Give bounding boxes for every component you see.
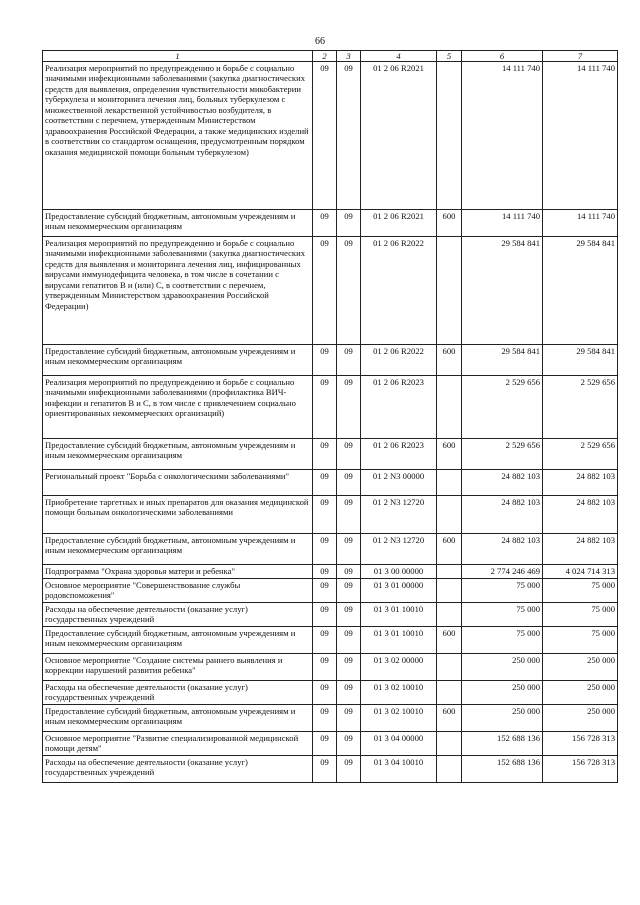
row-csr-cell: 01 3 04 00000 — [361, 731, 437, 755]
row-vr-cell — [437, 470, 462, 496]
row-csr-cell: 01 3 01 10010 — [361, 626, 437, 653]
header-col-6: 6 — [462, 51, 543, 62]
row-rz-cell: 09 — [313, 376, 337, 439]
row-sum-2021-cell: 2 529 656 — [543, 376, 618, 439]
budget-table — [42, 50, 618, 783]
table-row — [43, 704, 618, 731]
page-number: 66 — [315, 36, 325, 47]
row-name-cell: Расходы на обеспечение деятельности (оказание услуг) государственных учреждений — [43, 602, 313, 626]
row-rz-cell: 09 — [313, 496, 337, 534]
row-prz-cell: 09 — [337, 653, 361, 680]
header-col-1: 1 — [43, 51, 313, 62]
row-vr-cell — [437, 755, 462, 782]
row-vr-cell — [437, 602, 462, 626]
row-rz-cell: 09 — [313, 470, 337, 496]
row-sum-2020-cell: 29 584 841 — [462, 345, 543, 376]
row-name-cell: Региональный проект "Борьба с онкологическими заболеваниями" — [43, 470, 313, 496]
row-sum-2021-cell: 29 584 841 — [543, 345, 618, 376]
row-csr-cell: 01 3 02 10010 — [361, 704, 437, 731]
header-col-5: 5 — [437, 51, 462, 62]
table-row — [43, 237, 618, 345]
row-vr-cell — [437, 579, 462, 603]
row-sum-2020-cell: 152 688 136 — [462, 731, 543, 755]
row-csr-cell: 01 2 06 R2023 — [361, 439, 437, 470]
row-prz-cell: 09 — [337, 376, 361, 439]
row-csr-cell: 01 3 00 00000 — [361, 565, 437, 579]
row-sum-2021-cell: 75 000 — [543, 626, 618, 653]
table-row — [43, 565, 618, 579]
row-sum-2020-cell: 75 000 — [462, 602, 543, 626]
row-sum-2020-cell: 24 882 103 — [462, 496, 543, 534]
row-vr-cell: 600 — [437, 626, 462, 653]
table-row — [43, 439, 618, 470]
row-sum-2020-cell: 250 000 — [462, 653, 543, 680]
table-row — [43, 345, 618, 376]
row-prz-cell: 09 — [337, 470, 361, 496]
row-csr-cell: 01 2 06 R2023 — [361, 376, 437, 439]
row-prz-cell: 09 — [337, 731, 361, 755]
row-name-cell: Предоставление субсидий бюджетным, автономным учреждениям и иным некоммерческим организациям — [43, 534, 313, 565]
row-sum-2021-cell: 156 728 313 — [543, 755, 618, 782]
row-sum-2021-cell: 29 584 841 — [543, 237, 618, 345]
row-csr-cell: 01 2 N3 12720 — [361, 534, 437, 565]
row-name-cell: Реализация мероприятий по предупреждению и борьбе с социально значимыми инфекционными заболеваниями (профилактика ВИЧ-инфекции и гепатитов В и С, в том числе с привлечением социально ориентированных некоммерческих организаций) — [43, 376, 313, 439]
row-rz-cell: 09 — [313, 565, 337, 579]
row-vr-cell: 600 — [437, 534, 462, 565]
table-row — [43, 626, 618, 653]
row-name-cell: Расходы на обеспечение деятельности (оказание услуг) государственных учреждений — [43, 755, 313, 782]
row-sum-2021-cell: 156 728 313 — [543, 731, 618, 755]
row-vr-cell: 600 — [437, 439, 462, 470]
row-sum-2021-cell: 14 111 740 — [543, 62, 618, 210]
row-name-cell: Предоставление субсидий бюджетным, автономным учреждениям и иным некоммерческим организациям — [43, 439, 313, 470]
row-prz-cell: 09 — [337, 534, 361, 565]
row-rz-cell: 09 — [313, 704, 337, 731]
table-row — [43, 755, 618, 782]
row-vr-cell — [437, 653, 462, 680]
table-header — [43, 51, 618, 62]
row-name-cell: Приобретение таргетных и иных препаратов для оказания медицинской помощи больным онкологическими заболеваниями — [43, 496, 313, 534]
row-csr-cell: 01 3 01 10010 — [361, 602, 437, 626]
row-rz-cell: 09 — [313, 680, 337, 704]
row-sum-2021-cell: 2 529 656 — [543, 439, 618, 470]
row-prz-cell: 09 — [337, 602, 361, 626]
row-sum-2020-cell: 24 882 103 — [462, 470, 543, 496]
row-name-cell: Основное мероприятие "Совершенствование службы родовспоможения" — [43, 579, 313, 603]
row-csr-cell: 01 3 02 00000 — [361, 653, 437, 680]
header-col-7: 7 — [543, 51, 618, 62]
row-sum-2021-cell: 75 000 — [543, 602, 618, 626]
header-row — [43, 51, 618, 62]
row-rz-cell: 09 — [313, 579, 337, 603]
header-col-3: 3 — [337, 51, 361, 62]
table-row — [43, 210, 618, 237]
row-rz-cell: 09 — [313, 602, 337, 626]
table-row — [43, 470, 618, 496]
row-sum-2020-cell: 29 584 841 — [462, 237, 543, 345]
table-row — [43, 680, 618, 704]
table-row — [43, 579, 618, 603]
row-vr-cell: 600 — [437, 345, 462, 376]
row-prz-cell: 09 — [337, 210, 361, 237]
row-vr-cell — [437, 680, 462, 704]
row-rz-cell: 09 — [313, 626, 337, 653]
table-row — [43, 602, 618, 626]
row-rz-cell: 09 — [313, 755, 337, 782]
row-rz-cell: 09 — [313, 731, 337, 755]
row-name-cell: Предоставление субсидий бюджетным, автономным учреждениям и иным некоммерческим организациям — [43, 704, 313, 731]
table-row — [43, 653, 618, 680]
row-sum-2020-cell: 75 000 — [462, 579, 543, 603]
row-sum-2020-cell: 2 529 656 — [462, 439, 543, 470]
row-name-cell: Подпрограмма "Охрана здоровья матери и ребенка" — [43, 565, 313, 579]
row-sum-2021-cell: 4 024 714 313 — [543, 565, 618, 579]
row-prz-cell: 09 — [337, 704, 361, 731]
row-vr-cell — [437, 62, 462, 210]
table-row — [43, 731, 618, 755]
row-name-cell: Предоставление субсидий бюджетным, автономным учреждениям и иным некоммерческим организациям — [43, 210, 313, 237]
row-csr-cell: 01 3 04 10010 — [361, 755, 437, 782]
row-sum-2021-cell: 24 882 103 — [543, 496, 618, 534]
row-vr-cell — [437, 565, 462, 579]
row-prz-cell: 09 — [337, 579, 361, 603]
row-vr-cell — [437, 731, 462, 755]
row-sum-2020-cell: 75 000 — [462, 626, 543, 653]
row-sum-2021-cell: 24 882 103 — [543, 470, 618, 496]
table-row — [43, 534, 618, 565]
row-csr-cell: 01 3 01 00000 — [361, 579, 437, 603]
row-csr-cell: 01 2 N3 12720 — [361, 496, 437, 534]
table-row — [43, 376, 618, 439]
row-sum-2020-cell: 14 111 740 — [462, 210, 543, 237]
row-rz-cell: 09 — [313, 210, 337, 237]
row-prz-cell: 09 — [337, 345, 361, 376]
row-prz-cell: 09 — [337, 496, 361, 534]
row-rz-cell: 09 — [313, 345, 337, 376]
row-prz-cell: 09 — [337, 680, 361, 704]
row-name-cell: Предоставление субсидий бюджетным, автономным учреждениям и иным некоммерческим организациям — [43, 345, 313, 376]
table-row — [43, 496, 618, 534]
row-rz-cell: 09 — [313, 653, 337, 680]
row-sum-2020-cell: 250 000 — [462, 704, 543, 731]
row-csr-cell: 01 2 06 R2022 — [361, 237, 437, 345]
row-prz-cell: 09 — [337, 755, 361, 782]
row-sum-2021-cell: 75 000 — [543, 579, 618, 603]
row-vr-cell — [437, 237, 462, 345]
row-csr-cell: 01 3 02 10010 — [361, 680, 437, 704]
row-name-cell: Реализация мероприятий по предупреждению и борьбе с социально значимыми инфекционными заболеваниями (закупка диагностических средств для выявления, определения чувствительности микобактерии туберкулеза и мониторинга лечения лиц, больных туберкулезом с множественной лекарственной устойчивостью возбудителя, в соответствии с перечнем, утвержденным Министерством здравоохранения Российской Федерации, а также медицинских изделий в соответствии со стандартом оснащения, предусмотренным порядком оказания медицинской помощи больным туберкулезом) — [43, 62, 313, 210]
row-rz-cell: 09 — [313, 62, 337, 210]
row-csr-cell: 01 2 06 R2022 — [361, 345, 437, 376]
row-sum-2021-cell: 250 000 — [543, 653, 618, 680]
row-vr-cell — [437, 376, 462, 439]
row-rz-cell: 09 — [313, 237, 337, 345]
row-sum-2021-cell: 250 000 — [543, 704, 618, 731]
row-name-cell: Реализация мероприятий по предупреждению и борьбе с социально значимыми инфекционными заболеваниями (закупка диагностических средств для выявления и мониторинга лечения лиц, инфицированных вирусами иммунодефицита человека, в том числе в сочетании с вирусами гепатитов В и (или) С, в соответствии с перечнем, утвержденным Министерством здравоохранения Российской Федерации) — [43, 237, 313, 345]
table-row — [43, 62, 618, 210]
row-sum-2020-cell: 2 774 246 469 — [462, 565, 543, 579]
row-csr-cell: 01 2 N3 00000 — [361, 470, 437, 496]
row-prz-cell: 09 — [337, 62, 361, 210]
row-sum-2020-cell: 14 111 740 — [462, 62, 543, 210]
row-rz-cell: 09 — [313, 534, 337, 565]
row-sum-2021-cell: 24 882 103 — [543, 534, 618, 565]
row-csr-cell: 01 2 06 R2021 — [361, 62, 437, 210]
row-vr-cell — [437, 496, 462, 534]
row-vr-cell: 600 — [437, 210, 462, 237]
row-prz-cell: 09 — [337, 237, 361, 345]
row-name-cell: Основное мероприятие "Создание системы раннего выявления и коррекции нарушений развития ребенка" — [43, 653, 313, 680]
row-sum-2021-cell: 250 000 — [543, 680, 618, 704]
row-sum-2020-cell: 152 688 136 — [462, 755, 543, 782]
row-prz-cell: 09 — [337, 565, 361, 579]
header-col-2: 2 — [313, 51, 337, 62]
row-name-cell: Основное мероприятие "Развитие специализированной медицинской помощи детям" — [43, 731, 313, 755]
row-name-cell: Расходы на обеспечение деятельности (оказание услуг) государственных учреждений — [43, 680, 313, 704]
header-col-4: 4 — [361, 51, 437, 62]
row-sum-2020-cell: 2 529 656 — [462, 376, 543, 439]
row-sum-2020-cell: 250 000 — [462, 680, 543, 704]
row-name-cell: Предоставление субсидий бюджетным, автономным учреждениям и иным некоммерческим организациям — [43, 626, 313, 653]
row-sum-2021-cell: 14 111 740 — [543, 210, 618, 237]
row-prz-cell: 09 — [337, 439, 361, 470]
row-rz-cell: 09 — [313, 439, 337, 470]
row-csr-cell: 01 2 06 R2021 — [361, 210, 437, 237]
row-vr-cell: 600 — [437, 704, 462, 731]
row-prz-cell: 09 — [337, 626, 361, 653]
table-body — [43, 62, 618, 783]
row-sum-2020-cell: 24 882 103 — [462, 534, 543, 565]
